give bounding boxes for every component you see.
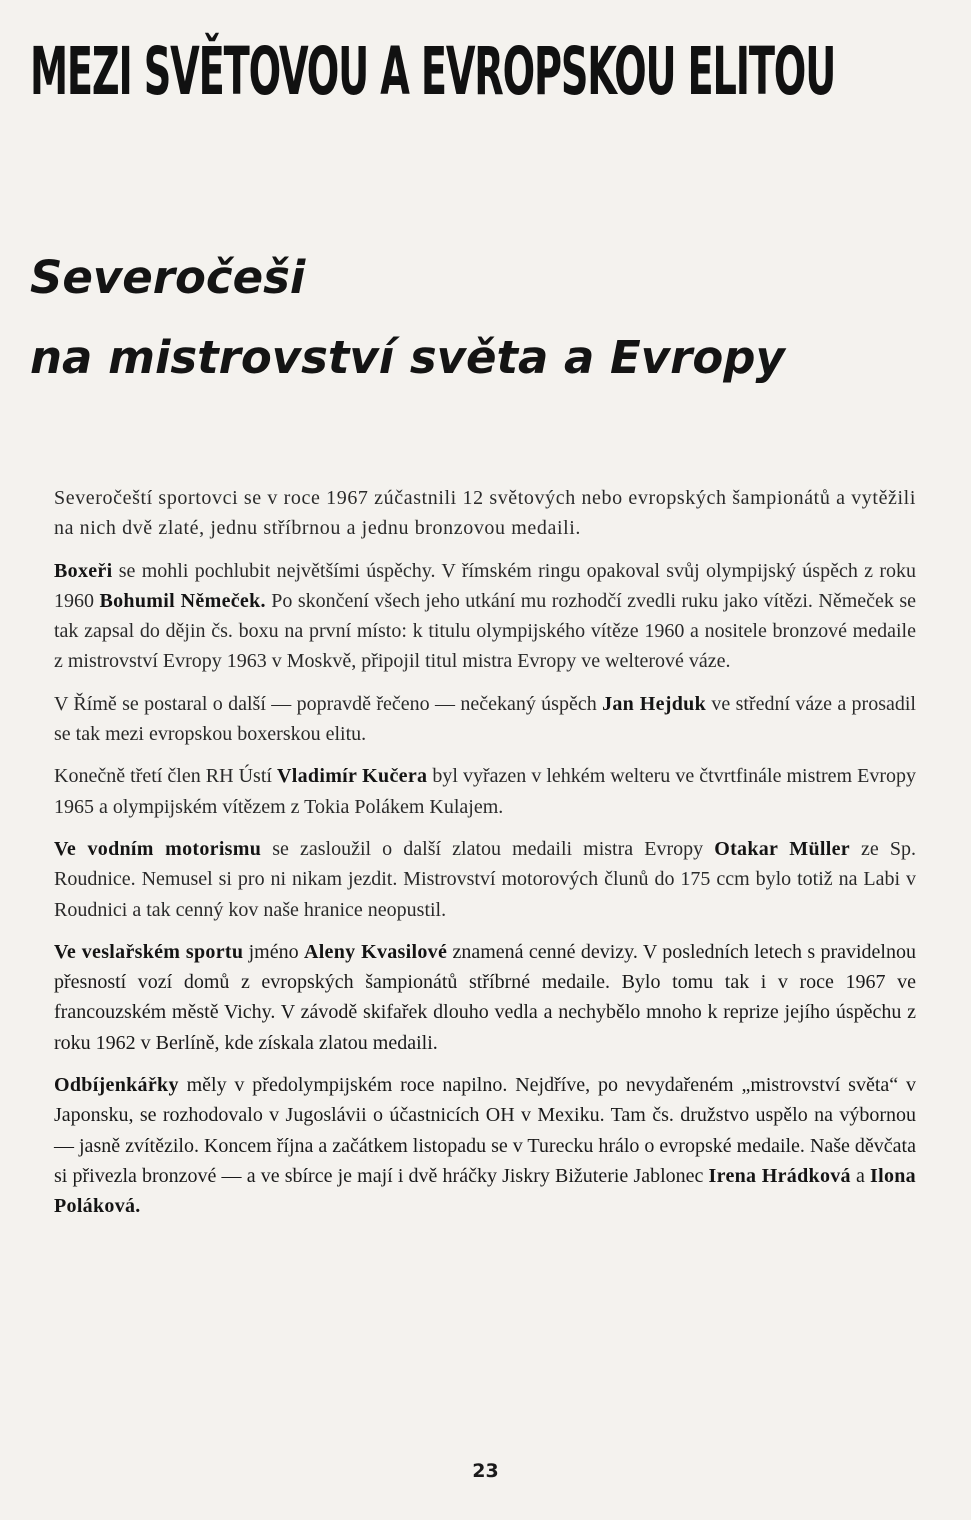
topic-motorboating: Ve vodním motorismu bbox=[54, 837, 262, 860]
subheadline bbox=[30, 238, 785, 398]
paragraph-boxers bbox=[54, 556, 916, 677]
paragraph-motorboating bbox=[54, 834, 916, 925]
paragraph-text: ze Sp. Roudnice. Nemusel si pro ni nikam jezdit. Mistrovství motorových člunů do 175 ccm bylo totiž na Labi v Roudnici a tak cenný kov naše hranice neopustil. bbox=[54, 837, 916, 921]
athlete-name: Otakar Müller bbox=[714, 837, 850, 860]
athlete-name: Vladimír Kučera bbox=[277, 765, 428, 788]
athlete-name: Bohumil Němeček. bbox=[99, 589, 266, 612]
paragraph-text: ve střední váze a prosadil se tak mezi evropskou boxerskou elitu. bbox=[54, 692, 916, 746]
paragraph-text: byl vyřazen v lehkém welteru ve čtvrtfinále mistrem Evropy 1965 a olympijském vítězem z Tokia Polákem Kulajem. bbox=[54, 765, 916, 818]
paragraph-text: jméno bbox=[243, 940, 304, 963]
paragraph-text: a bbox=[850, 1164, 871, 1187]
paragraph-text: měly v předolympijském roce napilno. Nejdříve, po nevydařeném „mistrovství světa“ v Japonsku, se rozhodovalo v Jugoslávii o účastnicích OH v Mexiku. Tam čs. družstvo uspělo na výbornou — jasně zvítězilo. Koncem října a začátkem listopadu se v Turecku hrálo o evropské medaile. Naše děvčata si přivezla bronzové — a ve sbírce je mají i dvě hráčky Jiskry Bižuterie Jablonec bbox=[54, 1074, 916, 1187]
athlete-name: Irena Hrádková bbox=[708, 1164, 851, 1187]
paragraph-hejduk bbox=[54, 689, 916, 750]
headline: MEZI SVĚTOVOU A EVROPSKOU ELITOU bbox=[30, 33, 836, 110]
paragraph-kucera bbox=[54, 761, 916, 822]
paragraph-text: znamená cenné devizy. V posledních letech s pravidelnou přesností vozí domů z evropských šampionátů stříbrné medaile. Bylo tomu tak i v roce 1967 ve francouzském městě Vichy. V závodě skifařek dlouho vedla a nechybělo mnoho k reprize jejího úspěchu z roku 1962 v Berlíně, kde získala zlatou medaili. bbox=[54, 940, 916, 1054]
paragraph-text: V Římě se postaral o další — popravdě řečeno — nečekaný úspěch bbox=[54, 692, 603, 715]
article-body bbox=[54, 483, 916, 1234]
topic-boxers: Boxeři bbox=[54, 559, 113, 582]
athlete-name: Ilona Poláková. bbox=[54, 1164, 916, 1218]
paragraph-text: se mohli pochlubit největšími úspěchy. V římském ringu opakoval svůj olympijský úspěch z roku 1960 bbox=[54, 559, 916, 612]
paragraph-rowing bbox=[54, 937, 916, 1058]
subheadline-line-2: na mistrovství světa a Evropy bbox=[30, 331, 785, 384]
topic-rowing: Ve veslařském sportu bbox=[54, 940, 244, 963]
athlete-name: Jan Hejduk bbox=[602, 692, 706, 715]
paragraph-text: Konečně třetí člen RH Ústí bbox=[54, 765, 278, 788]
paragraph-text: se zasloužil o další zlatou medaili mistra Evropy bbox=[261, 837, 715, 860]
topic-volleyball: Odbíjenkářky bbox=[54, 1074, 179, 1097]
subheadline-line-1: Severočeši bbox=[30, 251, 306, 304]
athlete-name: Aleny Kvasilové bbox=[303, 940, 448, 963]
paragraph-intro bbox=[54, 483, 916, 544]
page-number: 23 bbox=[472, 1460, 499, 1482]
paragraph-intro-text: Severočeští sportovci se v roce 1967 zúčastnili 12 světových nebo evropských šampionátů a vytěžili na nich dvě zlaté, jednu stříbrnou a jednu bronzovou medaili. bbox=[54, 487, 916, 540]
paragraph-text: Po skončení všech jeho utkání mu rozhodčí zvedli ruku jako vítězi. Němeček se tak zapsal do dějin čs. boxu na první místo: k titulu olympijského vítěze 1960 a nositele bronzové medaile z mistrovství Evropy 1963 v Moskvě, připojil titul mistra Evropy ve welterové váze. bbox=[54, 589, 917, 673]
paragraph-volleyball bbox=[54, 1070, 916, 1221]
